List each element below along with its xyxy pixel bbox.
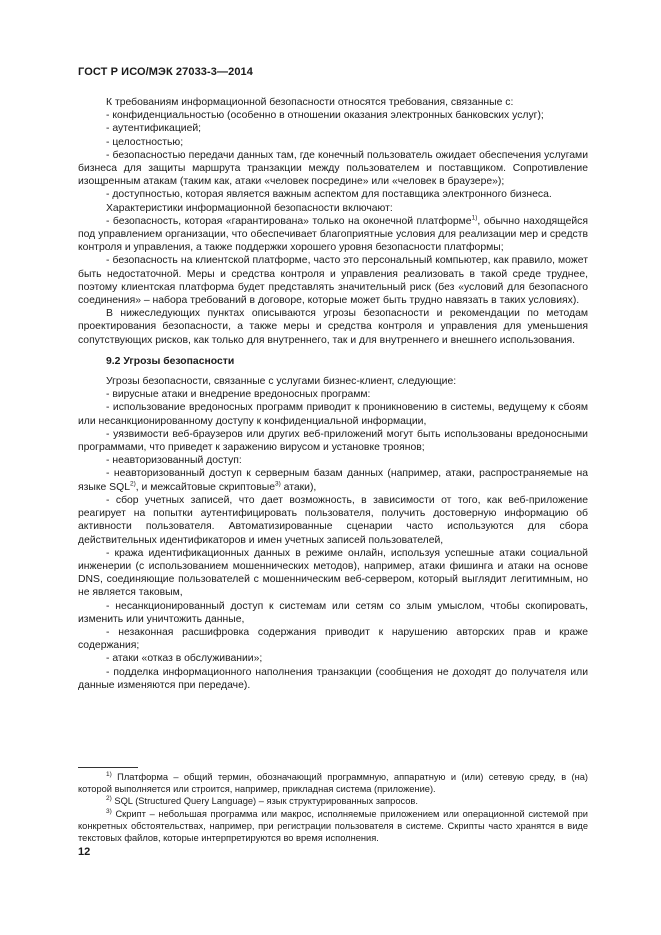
list-item: - доступностью, которая является важным аспектом для поставщика электронного бизнеса. bbox=[106, 189, 552, 201]
footnote-ref-1: 1) bbox=[471, 214, 478, 222]
list-item: - аутентификацией; bbox=[106, 123, 202, 135]
paragraph: Угрозы безопасности, связанные с услугами бизнес-клиент, следующие: bbox=[106, 376, 457, 388]
footnote bbox=[78, 795, 588, 807]
footnote-text: Платформа – общий термин, обозначающий программную, аппаратную и (или) сетевую среду, в (на) которой выполняется или строится, например, прикладная система (приложение). bbox=[78, 772, 588, 795]
list-item: - кража идентификационных данных в режиме онлайн, используя успешные атаки социальной инженерии (с использованием мошеннических методов), например, атаки фишинга и атаки на основе DNS, соединяющие пользователей с мошенническим веб-сервером, который выглядит легитимным, но не является таковым, bbox=[78, 547, 588, 599]
text-run: атаки), bbox=[280, 481, 317, 493]
section-title: 9.2 Угрозы безопасности bbox=[106, 355, 235, 367]
list-item: - незаконная расшифровка содержания приводит к нарушению авторских прав и краже содержания; bbox=[78, 626, 588, 652]
footnote-mark: 3) bbox=[106, 807, 112, 815]
footnote-ref-3: 3) bbox=[274, 480, 281, 488]
footnote bbox=[78, 808, 588, 845]
list-item: - сбор учетных записей, что дает возможность, в зависимости от того, как веб-приложение реагирует на попытки аутентифицировать пользователя, получить достоверную информацию об активности пользователя. Автоматизированные сценарии часто используются для сбора действительных идентификаторов и имен учетных записей пользователей, bbox=[78, 494, 588, 546]
paragraph: К требованиям информационной безопасности относятся требования, связанные с: bbox=[106, 97, 514, 108]
list-item: - несанкционированный доступ к системам или сетям со злым умыслом, чтобы скопировать, изменить или уничтожить данные, bbox=[78, 600, 588, 625]
text-run: , обычно находящейся под управлением организации, что обеспечивает благоприятные условия для реализации мер и средств контроля и управления, а также поддержки хорошего уровня безопасности платформы; bbox=[78, 215, 588, 254]
footnote-divider bbox=[78, 767, 138, 768]
document-header: ГОСТ Р ИСО/МЭК 27033-3—2014 bbox=[78, 66, 253, 78]
footnote bbox=[78, 771, 588, 795]
list-item: - безопасностью передачи данных там, где конечный пользователь ожидает обеспечения услугами бизнеса для защиты маршрута транзакции между пользователем и поставщиком. Сопротивление изощренным атакам (таким как, атаки «человек посредине» или «человек в браузере»); bbox=[78, 149, 588, 188]
list-item: - атаки «отказ в обслуживании»; bbox=[106, 653, 263, 665]
list-item: - безопасность на клиентской платформе, часто это персональный компьютер, как правило, может быть недостаточной. Меры и средства контроля и управления реализовать в такой среде труднее, поэтому клиентская платформа будет представлять значительный риск (без «условий для безопасного соединения» – набора требований в договоре, которые может быть трудно навязать в таких условиях). bbox=[78, 255, 588, 307]
list-item bbox=[78, 215, 588, 255]
list-item: - использование вредоносных программ приводит к проникновению в системы, ведущему к сбоям или несанкционированному доступу к конфиденциальной информации, bbox=[78, 402, 588, 427]
footnote-ref-2: 2) bbox=[129, 480, 136, 488]
paragraph: В нижеследующих пунктах описываются угрозы безопасности и рекомендации по методам проектирования безопасности, а также меры и средства контроля и управления для уменьшения сопутствующих рисков, как только для внутреннего, так и для внутреннего и внешнего использования. bbox=[78, 308, 588, 346]
footnote-text: Скрипт – небольшая программа или макрос, исполняемые приложением или операционной системой при конкретных обстоятельствах, например, при регистрации пользователя в системе. Скрипты часто хранятся в виде текстовых файлов, которые интерпретируются во время исполнения. bbox=[78, 808, 588, 844]
footnote-mark: 2) bbox=[106, 795, 112, 803]
text-run: - безопасность, которая «гарантирована» только на оконечной платформе bbox=[106, 215, 472, 227]
list-item: - неавторизованный доступ: bbox=[106, 455, 242, 467]
list-item: - целостностью; bbox=[106, 136, 184, 148]
list-item: - подделка информационного наполнения транзакции (сообщения не доходят до получателя или данные изменяются при передаче). bbox=[78, 666, 588, 691]
footnote-text: SQL (Structured Query Language) – язык структурированных запросов. bbox=[111, 796, 418, 807]
list-item bbox=[78, 467, 588, 493]
paragraph: Характеристики информационной безопасности включают: bbox=[106, 202, 393, 214]
text-run: - неавторизованный доступ к серверным базам данных (например, атаки, распространяемые на языке SQL bbox=[78, 468, 588, 493]
text-run: , и межсайтовые скриптовые bbox=[135, 481, 275, 493]
page-number: 12 bbox=[78, 846, 91, 858]
list-item: - вирусные атаки и внедрение вредоносных программ: bbox=[106, 389, 371, 401]
footnote-mark: 1) bbox=[106, 770, 112, 778]
document-body bbox=[78, 96, 588, 692]
list-item: - уязвимости веб-браузеров или других веб-приложений могут быть использованы вредоносными программами, что приведет к заражению вирусом и установке троянов; bbox=[78, 428, 588, 454]
list-item: - конфиденциальностью (особенно в отношении оказания электронных банковских услуг); bbox=[106, 110, 544, 122]
footnotes bbox=[78, 771, 588, 844]
